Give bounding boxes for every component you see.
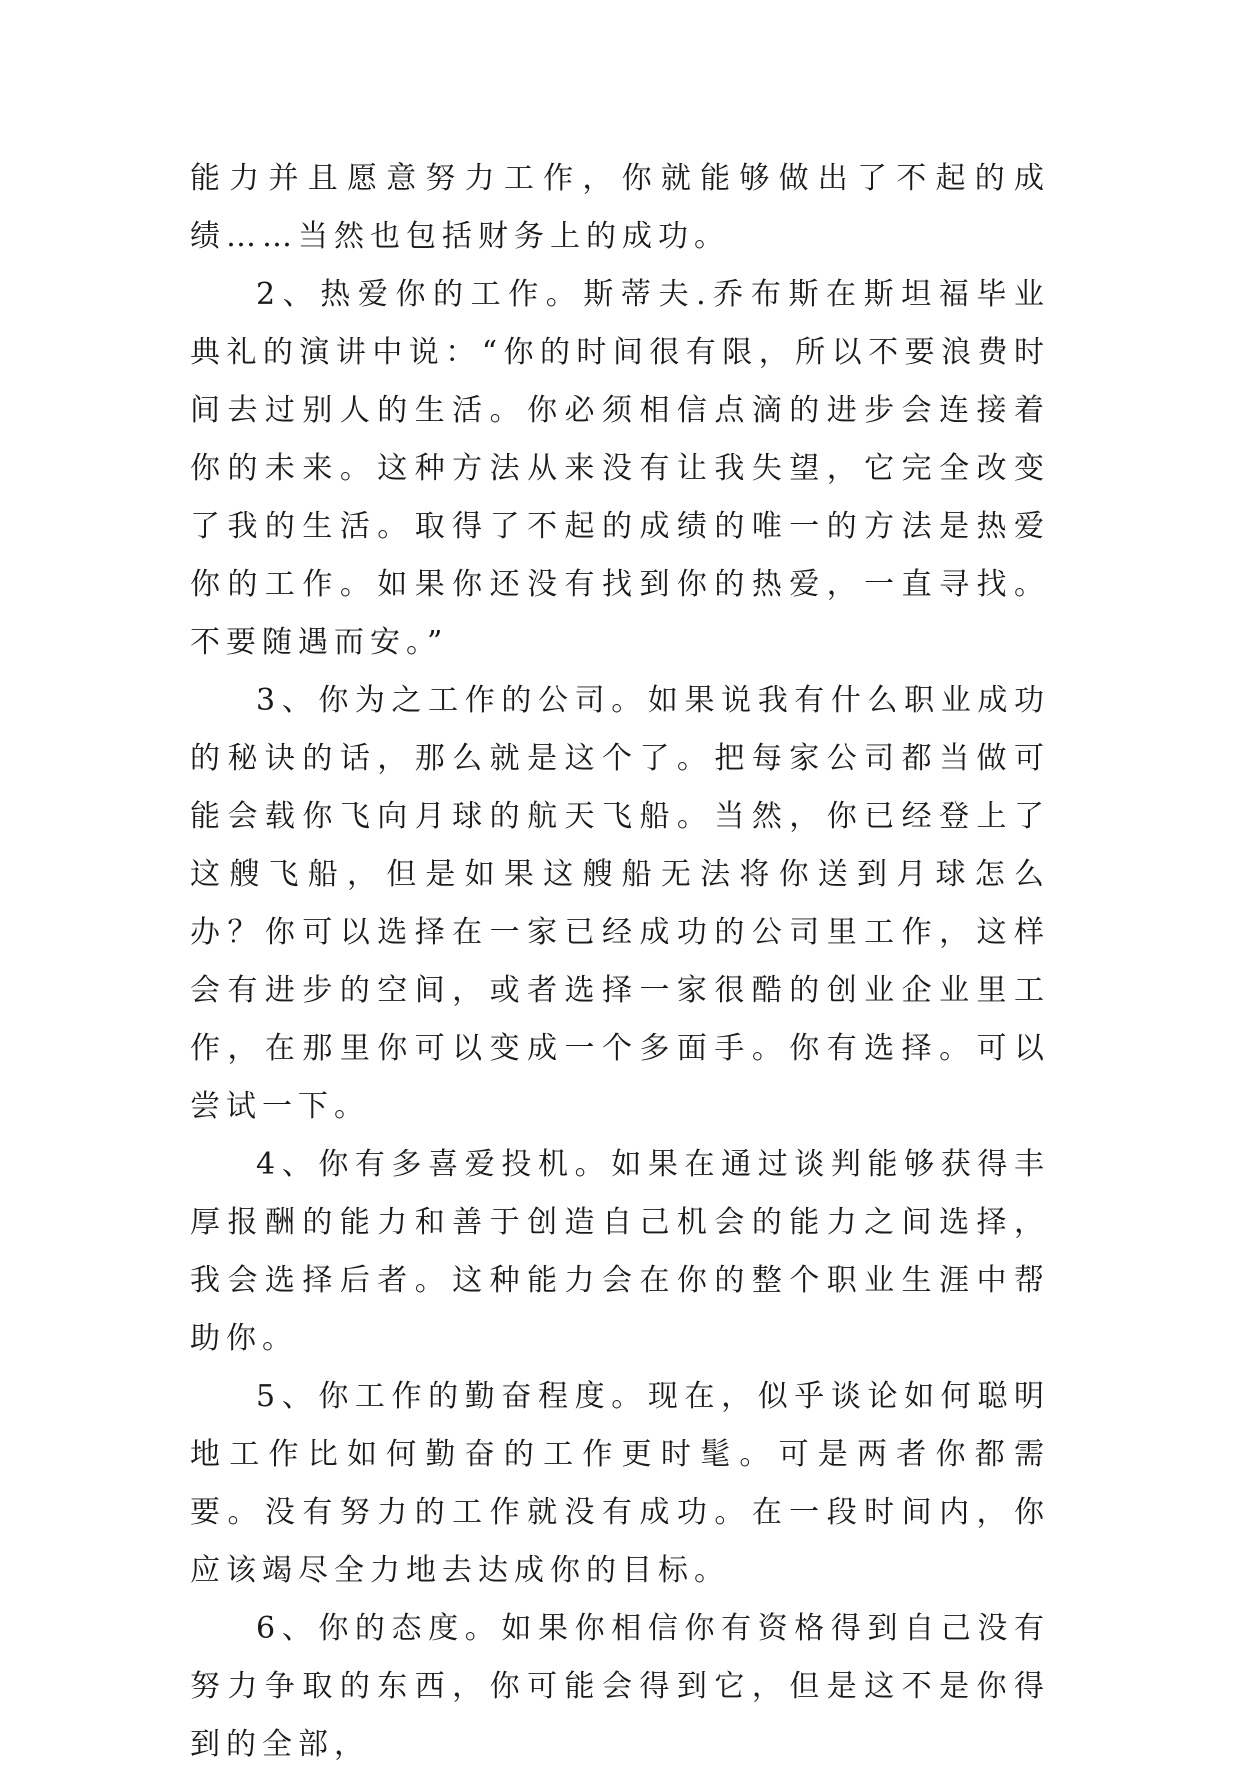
paragraph-item-5: 5、你工作的勤奋程度。现在，似乎谈论如何聪明地工作比如何勤奋的工作更时髦。可是两者你都需要。没有努力的工作就没有成功。在一段时间内，你应该竭尽全力地去达成你的目标。 — [190, 1379, 1050, 1588]
paragraph-continued: 能力并且愿意努力工作，你就能够做出了不起的成绩……当然也包括财务上的成功。 — [190, 161, 1050, 254]
document-page — [190, 150, 1050, 1774]
paragraph-item-4: 4、你有多喜爱投机。如果在通过谈判能够获得丰厚报酬的能力和善于创造自己机会的能力之间选择，我会选择后者。这种能力会在你的整个职业生涯中帮助你。 — [190, 1147, 1050, 1356]
paragraph-item-2: 2、热爱你的工作。斯蒂夫.乔布斯在斯坦福毕业典礼的演讲中说：“你的时间很有限，所以不要浪费时间去过别人的生活。你必须相信点滴的进步会连接着你的未来。这种方法从来没有让我失望，它完全改变了我的生活。取得了不起的成绩的唯一的方法是热爱你的工作。如果你还没有找到你的热爱，一直寻找。不要随遇而安。” — [190, 277, 1050, 660]
paragraph-item-6: 6、你的态度。如果你相信你有资格得到自己没有努力争取的东西，你可能会得到它，但是这不是你得到的全部， — [190, 1611, 1050, 1762]
paragraph-item-3: 3、你为之工作的公司。如果说我有什么职业成功的秘诀的话，那么就是这个了。把每家公司都当做可能会载你飞向月球的航天飞船。当然，你已经登上了这艘飞船，但是如果这艘船无法将你送到月球怎么办？你可以选择在一家已经成功的公司里工作，这样会有进步的空间，或者选择一家很酷的创业企业里工作，在那里你可以变成一个多面手。你有选择。可以尝试一下。 — [190, 683, 1050, 1124]
